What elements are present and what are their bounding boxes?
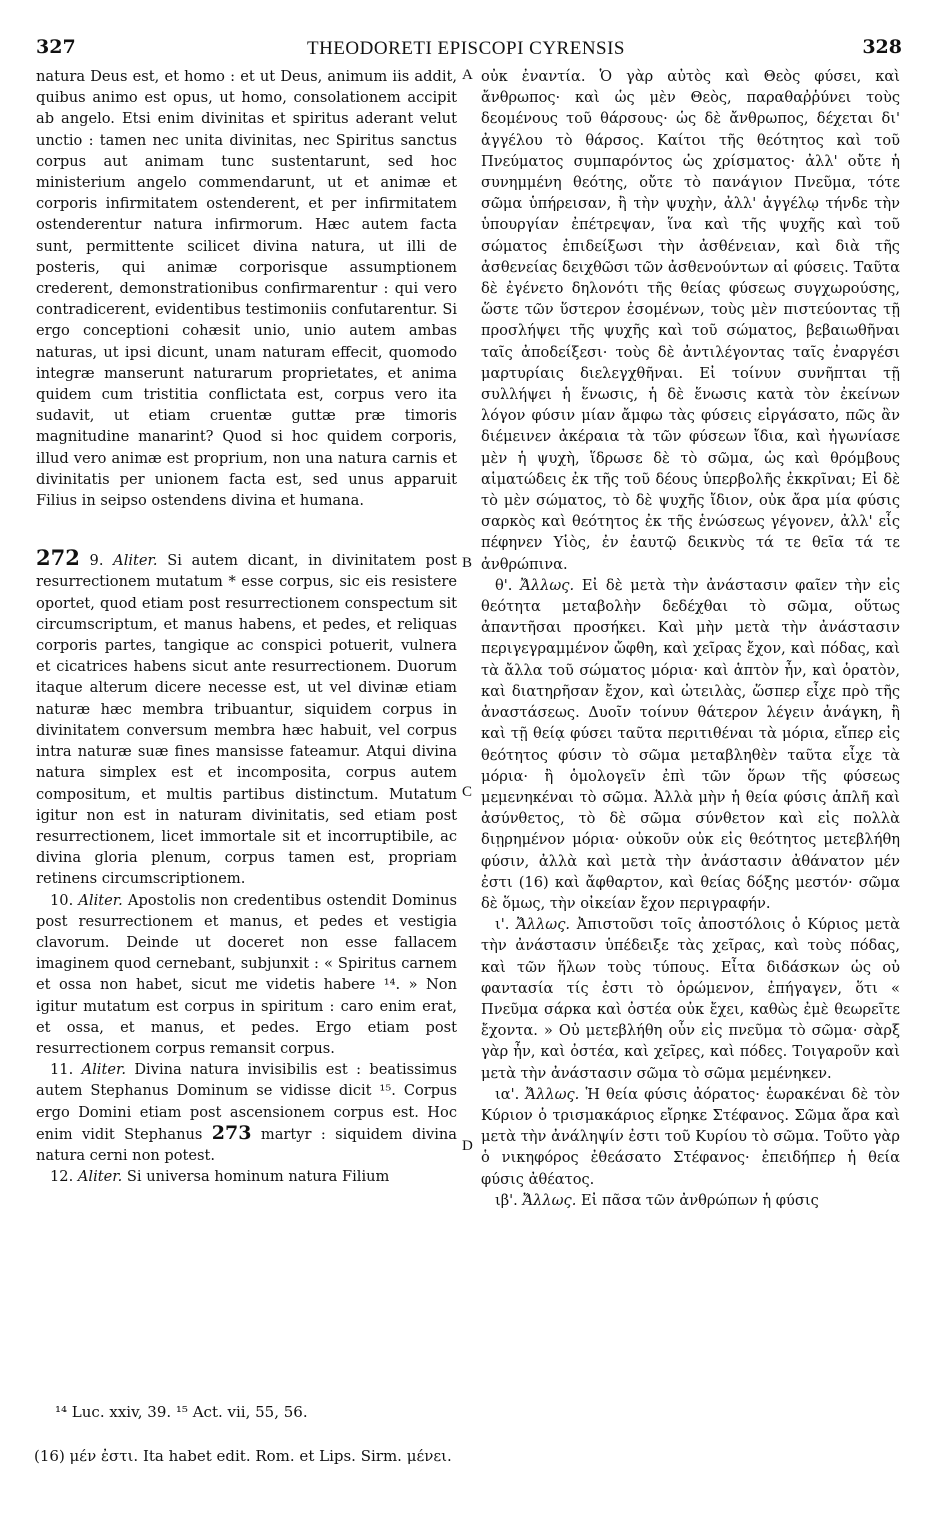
section-number: 11. (50, 1061, 74, 1079)
section-label: Ἄλλως. (525, 1085, 580, 1103)
section-number: ι'. (495, 916, 510, 934)
greek-paragraph-12 (481, 1190, 900, 1211)
paragraph-text: Apostolis non credentibus ostendit Dominus post resurrectionem et manus, et pedes et vestigia clavorum. Deinde ut doceret non esse fallacem imaginem quod cernebant, subjunxit : « Spiritus carnem et ossa non habet, sicut me videtis habere ¹⁴. » Non igitur mutatum est corpus in spiritum : caro enim erat, et ossa, et manus, et pedes. Ergo etiam post resurrectionem corpus remansit corpus. (36, 891, 458, 1057)
paragraph-text: Si universa hominum natura Filium (126, 1168, 390, 1186)
section-label: Aliter. (113, 552, 158, 570)
section-label: Ἄλλως. (516, 916, 571, 934)
scripture-footnotes: ¹⁴ Luc. xxiv, 39. ¹⁵ Act. vii, 55, 56. (55, 1403, 308, 1421)
column-number-272: 272 (36, 545, 80, 571)
section-number: θ'. (495, 576, 513, 594)
running-header (30, 34, 902, 64)
editorial-footnote: (16) μέν ἐστι. Ita habet edit. Rom. et Lips. Sirm. μένει. (34, 1447, 452, 1465)
margin-letter-a: A (462, 67, 473, 83)
paragraph-text: Εἰ δὲ μετὰ τὴν ἀνάστασιν φαῖεν τὴν εἰς θεότητα μεταβολὴν δεδέχθαι τὸ σῶμα, οὕτως ἀπαντῆσαι προσήκει. Καὶ μὴν μετὰ τὴν ἀνάστασιν περιγεγραμμένον ὤφθη, καὶ χεῖρας ἔχον, καὶ πόδας, καὶ τὰ ἄλλα τοῦ σώματος μόρια· καὶ ἁπτὸν ἦν, καὶ ὁρατὸν, καὶ διατηρῆσαν ἔχον, καὶ ὠτειλὰς, ὥσπερ εἶχε πρὸ τῆς ἀναστάσεως. Δυοῖν τοίνυν θάτερον λέγειν ἀνάγκη, ἢ καὶ τῇ θείᾳ φύσει ταῦτα περιτιθέναι τὰ μόρια, εἴπερ εἰς θεότητος φύσιν τὸ σῶμα μεταβληθὲν ταῦτα εἶχε τὰ μόρια· ἢ ὁμολογεῖν ἐπὶ τῶν ὅρων τῆς φύσεως μεμενηκέναι τὸ σῶμα. Ἀλλὰ μὴν ἡ θεία φύσις ἁπλῆ καὶ ἀσύνθετος, τὸ δὲ σῶμα σύνθετον καὶ εἰς πολλὰ διῃρημένον μόρια· οὐκοῦν οὐκ εἰς θεότητος μετεβλήθη φύσιν, ἀλλὰ καὶ μετὰ τὴν ἀνάστασιν ἀθάνατον μέν ἐστι (16) καὶ ἄφθαρτον, καὶ θείας δόξης μεστόν· σῶμα δὲ ὅμως, τὴν οἰκείαν ἔχον περιγραφήν. (481, 576, 901, 912)
section-label: Ἄλλως. (520, 576, 575, 594)
greek-paragraph-11 (481, 1084, 900, 1190)
latin-paragraph-12 (36, 1166, 457, 1187)
paragraph-text: Εἰ πᾶσα τῶν ἀνθρώπων ἡ φύσις (581, 1191, 819, 1209)
latin-column (36, 66, 457, 1187)
section-label: Aliter. (78, 891, 123, 909)
section-number: ια'. (495, 1085, 520, 1103)
greek-paragraph-9 (481, 575, 900, 914)
section-number: 9. (89, 552, 104, 570)
left-column-number: 327 (36, 36, 76, 58)
section-number: 12. (50, 1168, 74, 1186)
paragraph-text: Ἡ θεία φύσις ἀόρατος· ἑωρακέναι δὲ τὸν Κύριον ὁ τρισμακάριος εἴρηκε Στέφανος. Σῶμα ἄρα καὶ μετὰ τὴν ἀνάληψίν ἐστι τοῦ Κυρίου τὸ σῶμα. Τοῦτο γὰρ ὁ νικηφόρος ἐθεάσατο Στέφανος· ἐπειδήπερ ἡ θεία φύσις ἀθέατος. (481, 1085, 901, 1188)
paragraph-text: Divina natura invisibilis est : beatissimus autem Stephanus Dominum se vidisse dicit ¹⁵. Corpus ergo Domini etiam post ascensionem corpus est. Hoc enim vidit Stephanus (36, 1061, 457, 1143)
right-column-number: 328 (862, 36, 902, 58)
latin-paragraph-11 (36, 1059, 457, 1166)
paragraph-text: Si autem dicant, in divinitatem post resurrectionem mutatum * esse corpus, sic eis resistere oportet, quod etiam post resurrectionem conspectum sit circumscriptum, et manus habens, et pedes, et reliquas corporis partes, tangique ac conspici potuerit, vulnera et cicatrices habens sicut ante resurrectionem. Duorum itaque alterum dicere necesse est, ut vel divinæ etiam naturæ hæc membra tribuantur, siquidem corpus in divinitatem conversum membra hæc habuit, vel corpus intra naturæ suæ fines mansisse fateamur. Atqui divina natura simplex est et incomposita, corpus autem compositum, et multis partibus distinctum. Mutatum igitur non est in naturam divinitatis, sed etiam post resurrectionem, licet immortale sit et incorruptibile, ac divina gloria plenum, corpus tamen est, propriam retinens circumscriptionem. (36, 552, 457, 888)
paragraph-text: Ἀπιστοῦσι τοῖς ἀποστόλοις ὁ Κύριος μετὰ τὴν ἀνάστασιν ὑπέδειξε τὰς χεῖρας, καὶ τοὺς πόδας, καὶ τῶν ἥλων τοὺς τύπους. Εἶτα διδάσκων ὡς οὐ φαντασία τίς ἐστι τὸ ὁρώμενον, ἐπήγαγεν, ὅτι « Πνεῦμα σάρκα καὶ ὀστέα οὐκ ἔχει, καθὼς ἐμὲ θεωρεῖτε ἔχοντα. » Οὐ μετεβλήθη οὖν εἰς πνεῦμα τὸ σῶμα· σὰρξ γὰρ ἦν, καὶ ὀστέα, καὶ χεῖρες, καὶ πόδες. Τοιγαροῦν καὶ μετὰ τὴν ἀνάστασιν σῶμα τὸ σῶμα μεμένηκεν. (481, 916, 901, 1082)
greek-paragraph-10 (481, 914, 900, 1084)
running-title: THEODORETI EPISCOPI CYRENSIS (306, 38, 626, 59)
margin-letter-c: C (462, 784, 473, 800)
paragraph-text: martyr : siquidem divina natura cerni non potest. (36, 1125, 457, 1164)
section-label: Ἄλλως. (522, 1191, 577, 1209)
greek-paragraph-8: οὐκ ἐναντία. Ὁ γὰρ αὐτὸς καὶ Θεὸς φύσει, καὶ ἄνθρωπος· καὶ ὡς μὲν Θεὸς, παραθαῤῥύνει τοὺς δεομένους τοῦ θάρσους· ὡς δὲ ἄνθρωπος, δέχεται δι' ἀγγέλου τὸ θάρσος. Καίτοι τῆς θεότητος καὶ τοῦ Πνεύματος συμπαρόντος ὡς χρίσματος· ἀλλ' οὔτε ἡ συνημμένη θεότης, οὔτε τὸ πανάγιον Πνεῦμα, τότε σῶμα ὑπήρεισαν, ἢ τὴν ψυχὴν, ἀλλ' ἀγγέλῳ τήνδε τὴν ὑπουργίαν ἐπέτρεψαν, ἵνα καὶ τῆς ψυχῆς καὶ τοῦ σώματος ἐπιδείξωσι τὴν ἀσθένειαν, καὶ διὰ τῆς ἀσθενείας δειχθῶσι τῶν ἀσθενούντων αἱ φύσεις. Ταῦτα δὲ ἐγένετο δηλονότι τῆς θείας φύσεως συγχωρούσης, ὥστε τῶν ὕστερον ἐσομένων, τοὺς μὲν πιστεύοντας τῇ προσλήψει τῆς ψυχῆς καὶ τοῦ σώματος, βεβαιωθῆναι ταῖς ἀποδείξεσι· τοὺς δὲ ἀντιλέγοντας ταῖς ἐναργέσι μαρτυρίαις διελεγχθῆναι. Εἰ τοίνυν συνῆπται τῇ συλλήψει ἡ ἕνωσις, ἡ δὲ ἕνωσις κατὰ τὸν ἐκείνων λόγον φύσιν μίαν ἄμφω τὰς φύσεις εἰργάσατο, πῶς ἂν διέμεινεν ἀκέραια τὰ τῶν φύσεων ἴδια, καὶ ἠγωνίασε μὲν ἡ ψυχὴ, ἵδρωσε δὲ τὸ σῶμα, ὡς καὶ θρόμβους αἱματώδεις ἐκ τῆς τοῦ δέους ὑπερβολῆς ἐκκρῖναι; Εἰ δὲ τὸ μὲν σώματος, τὸ δὲ ψυχῆς ἴδιον, οὐκ ἄρα μία φύσις σαρκὸς καὶ θεότητος ἐκ τῆς ἑνώσεως γέγονεν, ἀλλ' εἷς πέφηνεν Υἱὸς, ἐν ἑαυτῷ δεικνὺς τά τε θεῖα τά τε ἀνθρώπινα. (481, 68, 900, 573)
margin-letter-d: D (462, 1138, 473, 1154)
greek-column (481, 66, 900, 1211)
section-label: Aliter. (77, 1168, 123, 1186)
section-label: Aliter. (81, 1061, 126, 1079)
latin-paragraph-9 (36, 547, 457, 889)
latin-paragraph-8: natura Deus est, et homo : et ut Deus, animum iis addit, quibus animo est opus, ut homo, consolationem accipit ab angelo. Etsi enim divinitas et spiritus aderant velut unctio : tamen nec unita divinitas, nec Spiritus sanctus corpus aut animam tunc sustentarunt, sed hoc ministerium angelo commendarunt, ut et animæ et corporis infirmitatem ostenderent, et per infirmitatem ostenderentur natura infirmorum. Hæc autem facta sunt, permittente scilicet divina natura, ut illi de posteris, qui animæ corporisque assumptionem crederent, demonstrationibus confirmarentur : qui vero contradicerent, evidentibus testimoniis confutarentur. Si ergo conceptioni cohæsit unio, unio autem ambas naturas, ut ipsi dicunt, unam naturam effecit, quomodo integræ manserunt naturarum proprietates, et anima quidem cum tristitia conflictata est, corpus vero ita sudavit, ut etiam cruentæ guttæ præ timoris magnitudine manarint? Quod si hoc quidem corporis, illud vero animæ est proprium, non una natura carnis et divinitatis per unionem facta est, sed unus apparuit Filius in seipso ostendens divina et humana. (36, 68, 457, 510)
column-number-273: 273 (211, 1121, 252, 1144)
margin-letter-b: B (462, 555, 473, 571)
latin-paragraph-10 (36, 890, 457, 1060)
section-number: 10. (50, 891, 74, 909)
section-number: ιβ'. (495, 1191, 518, 1209)
